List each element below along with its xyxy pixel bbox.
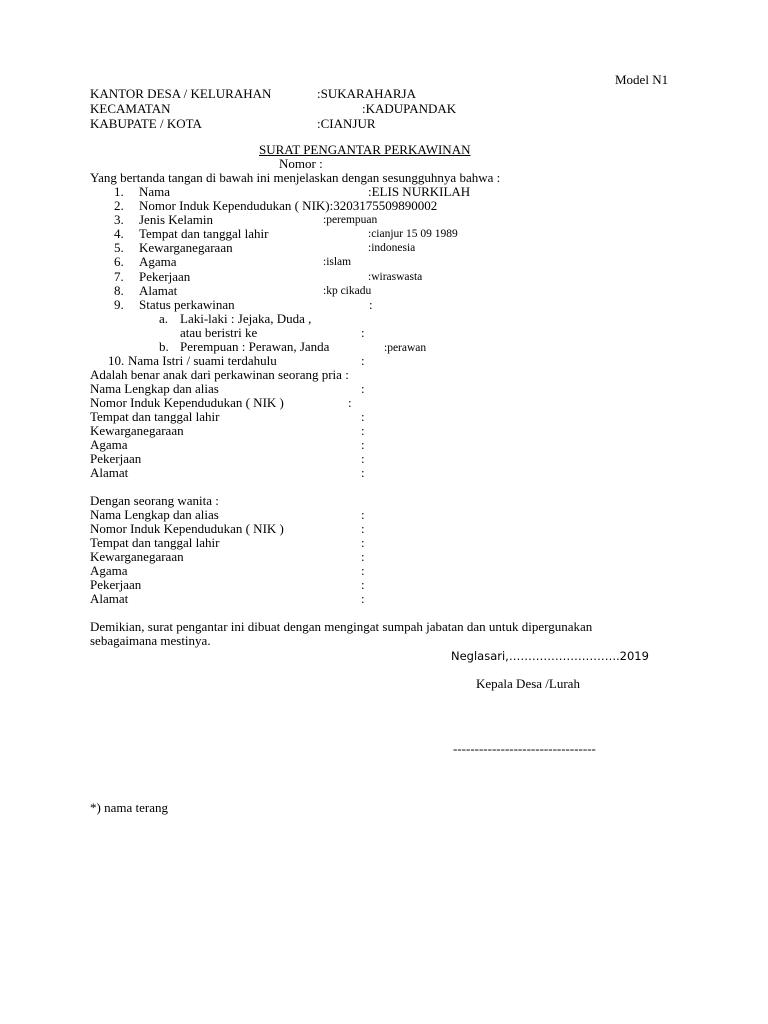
field-label: Nomor Induk Kependudukan ( NIK ): [90, 521, 284, 536]
item-label: Status perkawinan: [139, 297, 235, 312]
field-value: :: [361, 591, 365, 606]
item-value: :islam: [323, 256, 352, 268]
item-num: 8.: [114, 283, 124, 298]
item-value: :: [361, 353, 365, 368]
intro-text: Yang bertanda tangan di bawah ini menjelaskan dengan sesungguhnya bahwa :: [90, 170, 501, 185]
field-value: :: [361, 507, 365, 522]
field-value: :: [361, 437, 365, 452]
item-num: 4.: [114, 226, 124, 241]
signature-line: ---------------------------------: [453, 741, 596, 756]
item-value: :kp cikadu: [323, 285, 372, 297]
sub-item-num: a.: [159, 311, 169, 326]
field-label: Pekerjaan: [90, 451, 142, 466]
desa-label: KANTOR DESA / KELURAHAN: [90, 86, 272, 101]
kecamatan-value: :KADUPANDAK: [362, 101, 457, 116]
item-num: 3.: [114, 212, 124, 227]
field-label: Alamat: [90, 465, 129, 480]
field-value: :: [361, 521, 365, 536]
field-label: Nama Lengkap dan alias: [90, 507, 219, 522]
item-num: 7.: [114, 269, 124, 284]
field-label: Tempat dan tanggal lahir: [90, 409, 220, 424]
place-date: Neglasari,………………………..2019: [451, 649, 649, 663]
item-label: Agama: [139, 254, 177, 269]
closing-text: Demikian, surat pengantar ini dibuat dengan mengingat sumpah jabatan dan untuk dipergunakan: [90, 619, 593, 634]
kabupaten-label: KABUPATE / KOTA: [90, 116, 202, 131]
item-label: Alamat: [139, 283, 178, 298]
field-value: :: [361, 423, 365, 438]
field-label: Kewarganegaraan: [90, 423, 184, 438]
item-value: :ELIS NURKILAH: [368, 184, 471, 199]
mother-intro: Dengan seorang wanita :: [90, 493, 219, 508]
footnote: *) nama terang: [90, 800, 168, 815]
field-value: :: [348, 395, 352, 410]
sub-item-value: :perawan: [384, 342, 427, 354]
field-value: :: [361, 381, 365, 396]
item-label: Tempat dan tanggal lahir: [139, 226, 269, 241]
signer-title: Kepala Desa /Lurah: [476, 676, 580, 691]
field-value: :: [361, 563, 365, 578]
item-value: :perempuan: [323, 214, 378, 226]
model-label: Model N1: [615, 72, 669, 87]
field-label: Kewarganegaraan: [90, 549, 184, 564]
item-num: 9.: [114, 297, 124, 312]
sub-item-label: Laki-laki : Jejaka, Duda ,: [180, 311, 312, 326]
item-num: 6.: [114, 254, 124, 269]
item-num: 10.: [108, 353, 125, 368]
item-num: 5.: [114, 240, 124, 255]
sub-item-value: :: [361, 325, 365, 340]
item-value: :cianjur 15 09 1989: [368, 228, 458, 240]
item-num: 1.: [114, 184, 124, 199]
sub-item-num: b.: [159, 339, 169, 354]
field-value: :: [361, 409, 365, 424]
item-value: :wiraswasta: [368, 271, 423, 283]
field-value: :: [361, 535, 365, 550]
item-label: Kewarganegaraan: [139, 240, 233, 255]
item-label: Nama: [139, 184, 171, 199]
father-intro: Adalah benar anak dari perkawinan seorang pria :: [90, 367, 349, 382]
sub-item-label: atau beristri ke: [180, 325, 258, 340]
item-label: Jenis Kelamin: [139, 212, 214, 227]
field-value: :: [361, 577, 365, 592]
field-label: Pekerjaan: [90, 577, 142, 592]
field-value: :: [361, 549, 365, 564]
field-label: Tempat dan tanggal lahir: [90, 535, 220, 550]
sub-item-label: Perempuan : Perawan, Janda: [180, 339, 330, 354]
item-label: Nama Istri / suami terdahulu: [128, 353, 277, 368]
item-label: Nomor Induk Kependudukan ( NIK):3203175509890002: [139, 198, 438, 213]
item-value: :: [369, 297, 373, 312]
item-value: :indonesia: [368, 242, 416, 254]
nomor-line: Nomor :: [279, 156, 323, 171]
desa-value: :SUKARAHARJA: [317, 86, 416, 101]
field-value: :: [361, 465, 365, 480]
item-label: Pekerjaan: [139, 269, 191, 284]
field-label: Nama Lengkap dan alias: [90, 381, 219, 396]
kabupaten-value: :CIANJUR: [317, 116, 376, 131]
closing-text: sebagaimana mestinya.: [90, 633, 211, 648]
page-title: SURAT PENGANTAR PERKAWINAN: [259, 142, 471, 157]
field-label: Agama: [90, 437, 128, 452]
field-label: Nomor Induk Kependudukan ( NIK ): [90, 395, 284, 410]
field-label: Alamat: [90, 591, 129, 606]
kecamatan-label: KECAMATAN: [90, 101, 171, 116]
field-label: Agama: [90, 563, 128, 578]
field-value: :: [361, 451, 365, 466]
item-num: 2.: [114, 198, 124, 213]
